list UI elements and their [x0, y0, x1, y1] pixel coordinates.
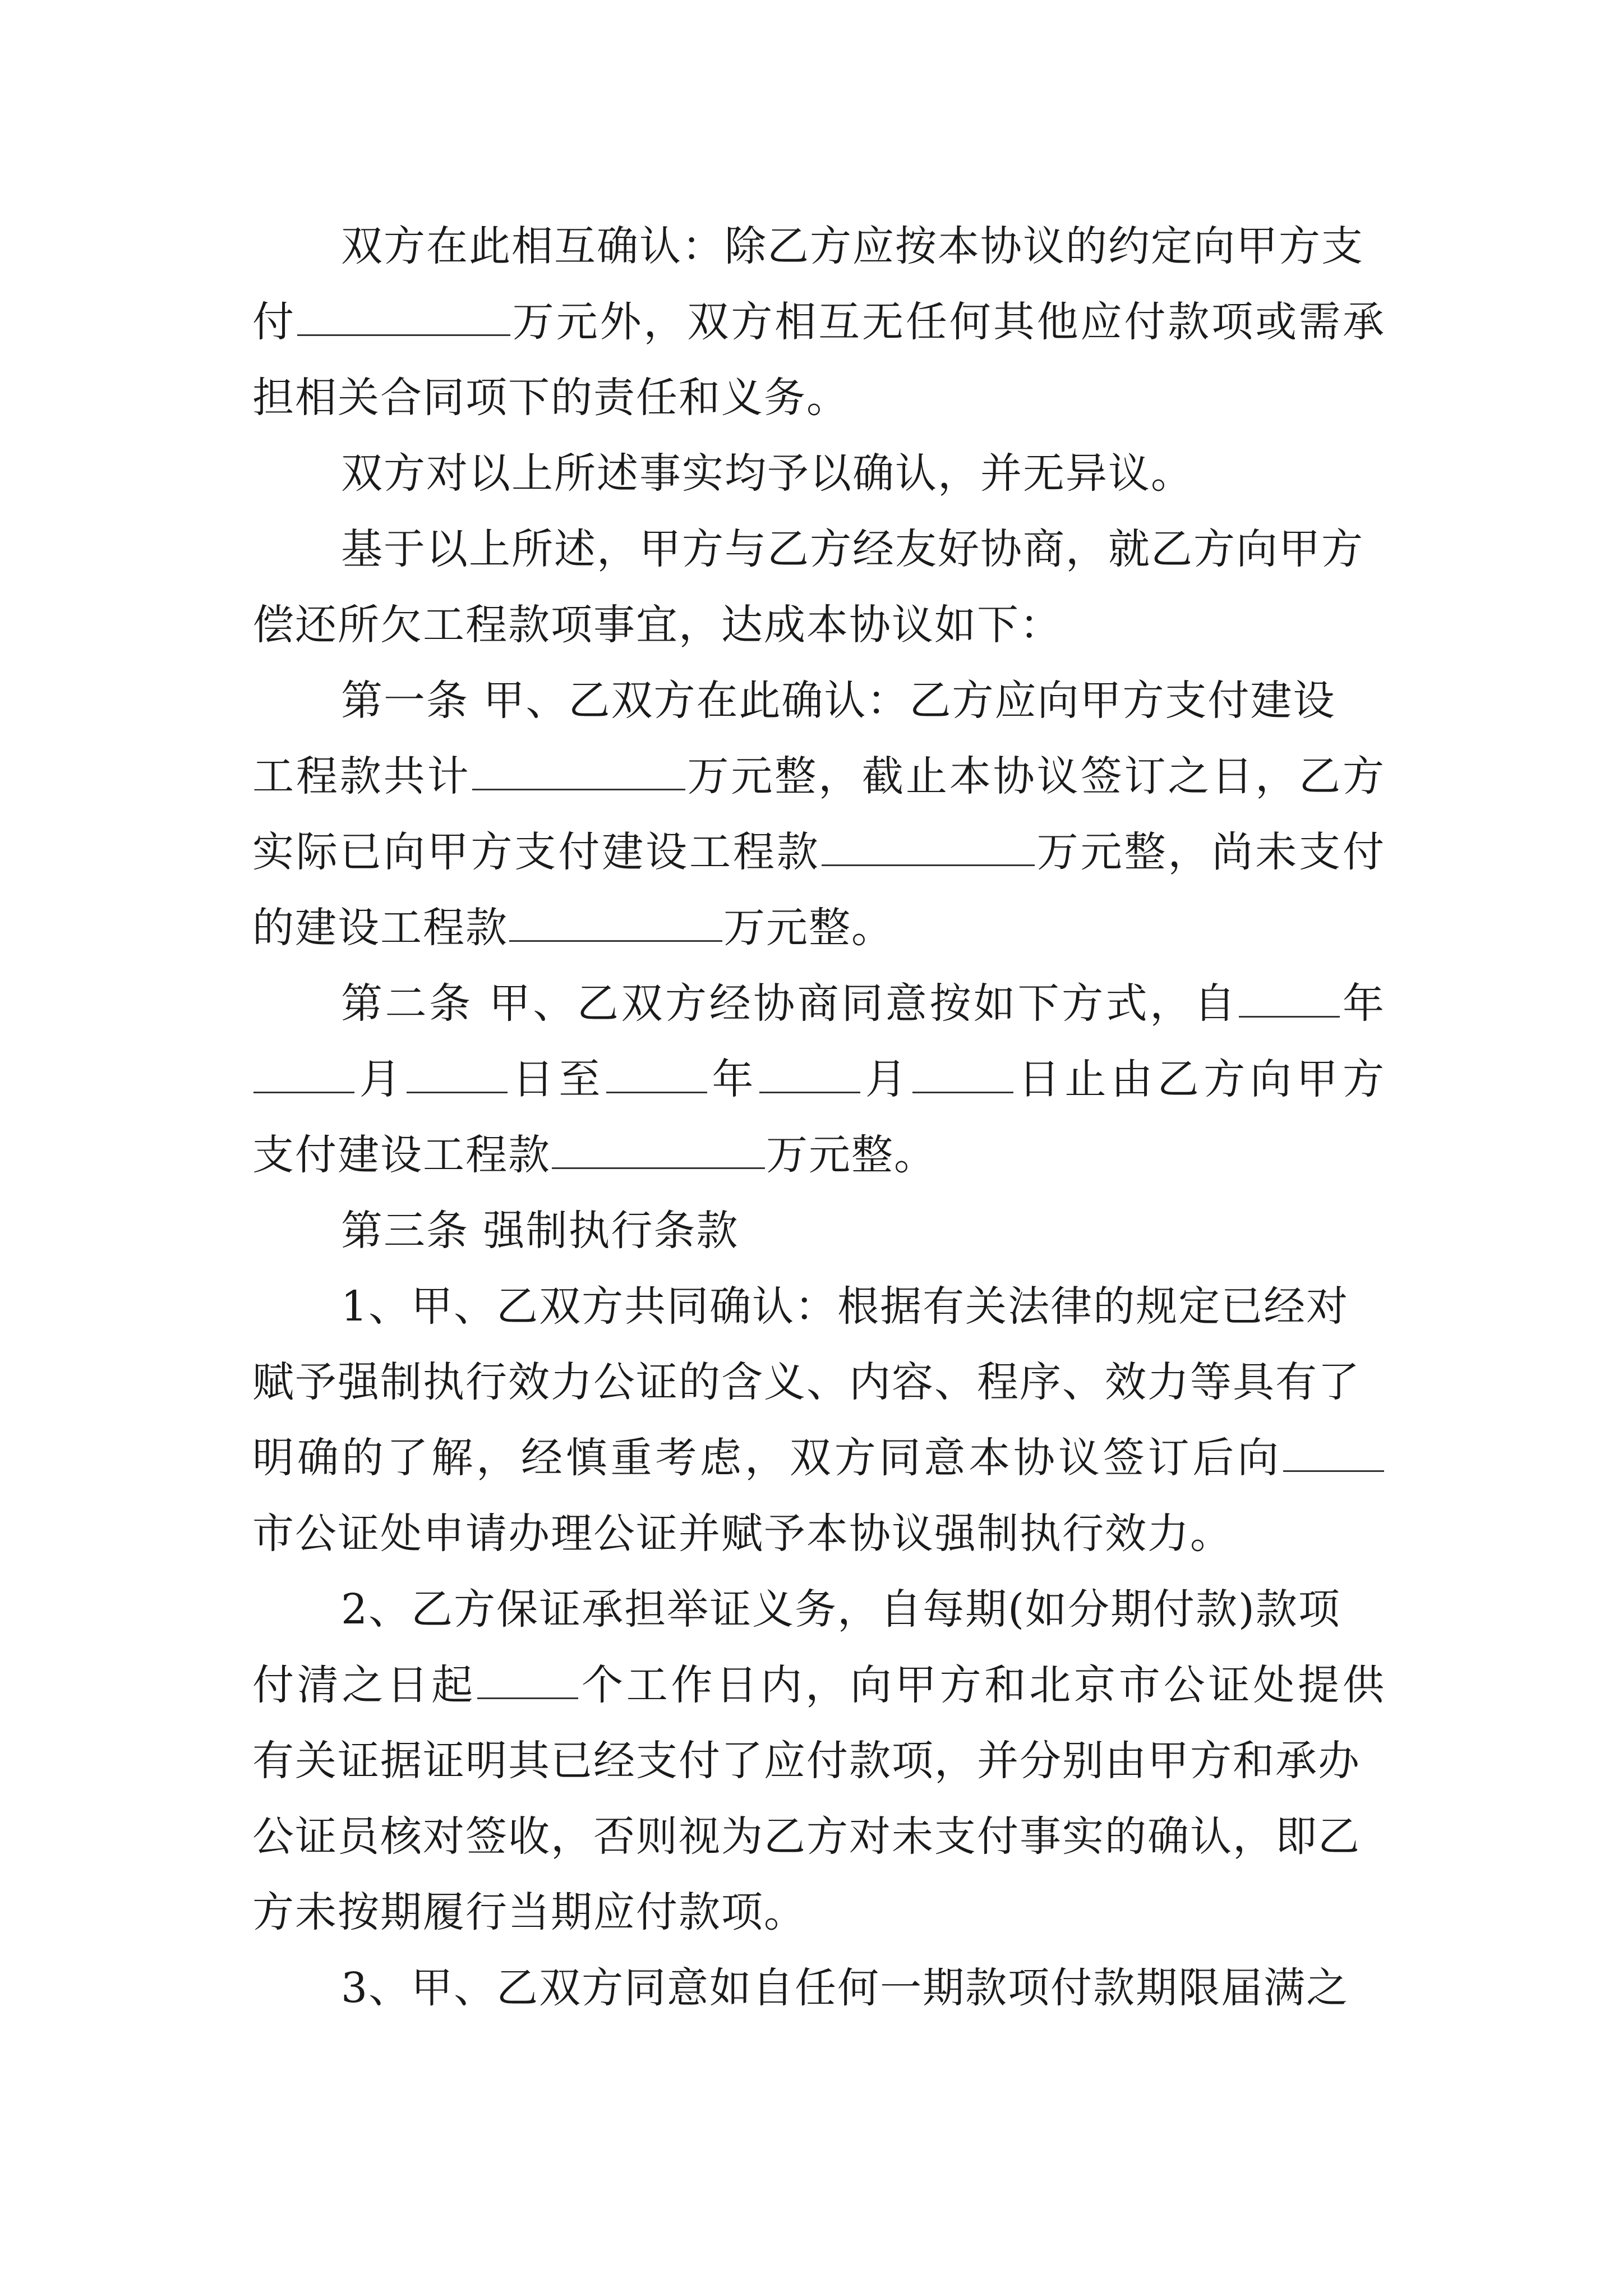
section-heading	[341, 1198, 1385, 1264]
text-segment: 万元整。	[723, 904, 894, 952]
fill-in-blank[interactable]	[912, 1052, 1013, 1093]
paragraph-line	[341, 1955, 1385, 2021]
text-segment: 1、甲、乙双方共同确认：根据有关法律的规定已经对	[341, 1282, 1349, 1331]
fill-in-blank[interactable]	[1283, 1431, 1384, 1472]
paragraph-line	[341, 516, 1385, 582]
fill-in-blank[interactable]	[472, 749, 685, 790]
text-segment: 万元外，双方相互无任何其他应付款项或需承	[511, 298, 1385, 346]
text-segment: 担相关合同项下的责任和义务。	[252, 374, 849, 422]
text-segment: 年	[708, 1055, 759, 1103]
text-segment: 万元整，截止本协议签订之日，乙方	[686, 752, 1386, 800]
paragraph-line	[341, 1576, 1385, 1642]
fill-in-blank[interactable]	[477, 1658, 578, 1699]
fill-in-blank[interactable]	[759, 1052, 860, 1093]
paragraph-line	[252, 1046, 1385, 1112]
fill-in-blank[interactable]	[1239, 977, 1340, 1018]
paragraph-line	[252, 289, 1385, 355]
text-segment: 公证员核对签收，否则视为乙方对未支付事实的确认，即乙	[252, 1812, 1361, 1861]
paragraph-line	[252, 1349, 1385, 1415]
paragraph-line	[252, 1122, 1385, 1188]
text-segment: 万元整。	[766, 1131, 937, 1179]
fill-in-blank[interactable]	[552, 1128, 765, 1169]
paragraph-line	[252, 1728, 1385, 1794]
paragraph-line	[252, 1425, 1385, 1491]
text-segment: 市公证处申请办理公证并赋予本协议强制执行效力。	[252, 1510, 1233, 1558]
text-segment: 偿还所欠工程款项事宜，达成本协议如下：	[252, 601, 1062, 649]
paragraph-line	[341, 213, 1385, 279]
text-segment: 方未按期履行当期应付款项。	[252, 1888, 806, 1936]
paragraph-line	[341, 970, 1385, 1037]
text-segment: 明确的了解，经慎重考虑，双方同意本协议签订后向	[252, 1434, 1282, 1482]
text-segment: 第二条 甲、乙双方经协商同意按如下方式，自	[341, 979, 1238, 1028]
paragraph-line	[252, 743, 1385, 809]
paragraph-line	[252, 895, 1385, 961]
text-segment: 2、乙方保证承担举证义务，自每期(如分期付款)款项	[341, 1585, 1341, 1634]
text-segment: 双方对以上所述事实均予以确认，并无异议。	[341, 449, 1193, 498]
fill-in-blank[interactable]	[606, 1052, 707, 1093]
text-segment: 月	[356, 1055, 406, 1103]
fill-in-blank[interactable]	[297, 295, 510, 336]
paragraph-line	[341, 440, 1385, 507]
text-segment: 付清之日起	[252, 1661, 477, 1709]
paragraph-line	[252, 1803, 1385, 1870]
paragraph-line	[252, 1879, 1385, 1945]
text-segment: 的建设工程款	[252, 904, 508, 952]
text-segment: 年	[1341, 979, 1385, 1028]
text-segment: 日至	[509, 1055, 605, 1103]
text-segment: 第一条 甲、乙双方在此确认：乙方应向甲方支付建设	[341, 677, 1336, 725]
text-segment: 双方在此相互确认：除乙方应按本协议的约定向甲方支	[341, 222, 1364, 270]
text-segment: 3、甲、乙双方同意如自任何一期款项付款期限届满之	[341, 1964, 1349, 2012]
text-segment: 个工作日内，向甲方和北京市公证处提供	[579, 1661, 1386, 1709]
text-segment: 日止由乙方向甲方	[1015, 1055, 1386, 1103]
text-segment: 赋予强制执行效力公证的含义、内容、程序、效力等具有了	[252, 1358, 1361, 1406]
fill-in-blank[interactable]	[253, 1052, 354, 1093]
paragraph-line	[252, 592, 1385, 658]
paragraph-line	[341, 1273, 1385, 1340]
paragraph-line	[252, 365, 1385, 431]
text-segment: 付	[252, 298, 296, 346]
text-segment: 有关证据证明其已经支付了应付款项，并分别由甲方和承办	[252, 1737, 1361, 1785]
text-segment: 支付建设工程款	[252, 1131, 551, 1179]
paragraph-line	[252, 1652, 1385, 1718]
paragraph-line	[341, 668, 1385, 734]
paragraph-line	[252, 1501, 1385, 1567]
text-segment: 工程款共计	[252, 752, 471, 800]
fill-in-blank[interactable]	[407, 1052, 508, 1093]
text-segment: 万元整，尚未支付	[1035, 828, 1386, 876]
fill-in-blank[interactable]	[509, 901, 722, 942]
text-segment: 基于以上所述，甲方与乙方经友好协商，就乙方向甲方	[341, 525, 1364, 573]
text-segment: 第三条 强制执行条款	[341, 1207, 739, 1255]
paragraph-line	[252, 819, 1385, 885]
text-segment: 月	[861, 1055, 912, 1103]
fill-in-blank[interactable]	[822, 825, 1035, 866]
text-segment: 实际已向甲方支付建设工程款	[252, 828, 820, 876]
